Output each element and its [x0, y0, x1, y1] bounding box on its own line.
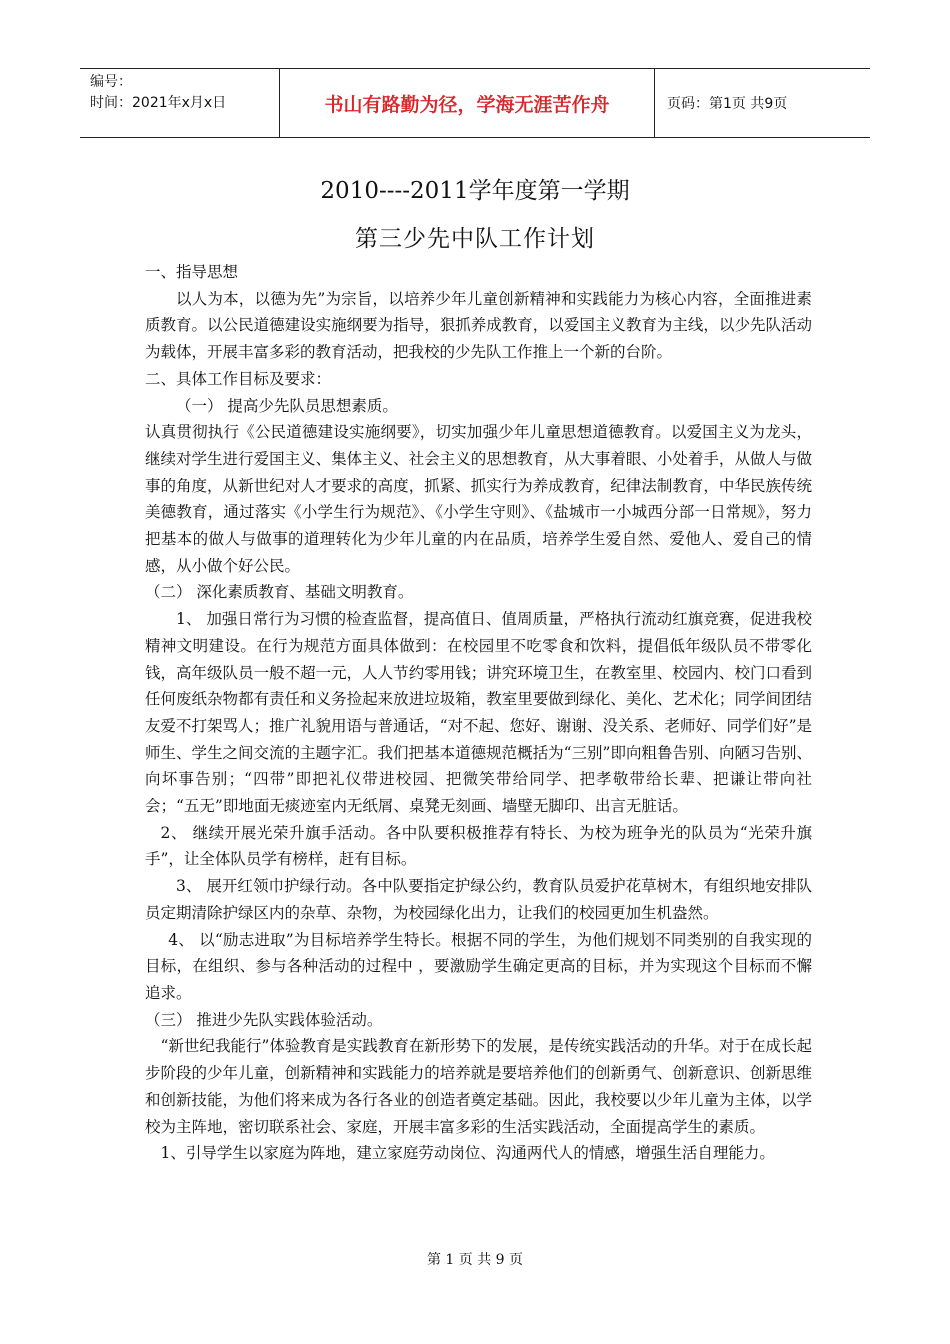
section-heading: 二、具体工作目标及要求：	[145, 369, 332, 388]
header-motto: 书山有路勤为径，学海无涯苦作舟	[280, 69, 655, 137]
paragraph: 1、引导学生以家庭为阵地，建立家庭劳动岗位、沟通两代人的情感，增强生活自理能力。	[160, 1144, 775, 1163]
section-heading: 一、指导思想	[145, 263, 239, 281]
document-title-line2: 第三少先中队工作计划	[355, 226, 595, 252]
subsection-heading: （二） 深化素质教育、基础文明教育。	[145, 583, 414, 602]
subsection-heading: （一） 提高少先队员思想素质。	[176, 396, 398, 415]
paragraph: 以人为本，以德为先”为宗旨，以培养少年儿童创新精神和实践能力为核心内容，全面推进素质教育。以公民道德建设实施纲要为指导，狠抓养成教育，以爱国主义教育为主线，以少先队活动为载体，开展丰富多彩的教育活动，把我校的少先队工作推上一个新的台阶。	[145, 289, 812, 362]
document-number-label: 编号：	[90, 74, 132, 90]
paragraph: 4、 以“励志进取”为目标培养学生特长。根据不同的学生，为他们规划不同类别的自我实现的目标，在组织、参与各种活动的过程中 ，要激励学生确定更高的目标，并为实现这个目标而不懈追求。	[145, 930, 812, 1002]
page-footer: 第 1 页 共 9 页	[426, 1252, 524, 1268]
header-page-number: 页码：第1页 共9页	[667, 96, 788, 112]
paragraph: 2、 继续开展光荣升旗手活动。各中队要积极推荐有特长、为校为班争光的队员为“光荣升旗手”，让全体队员学有榜样，赶有目标。	[145, 823, 812, 869]
paragraph: 3、 展开红领巾护绿行动。各中队要指定护绿公约，教育队员爱护花草树木，有组织地安排队员定期清除护绿区内的杂草、杂物，为校园绿化出力，让我们的校园更加生机盎然。	[145, 877, 812, 922]
header-info-cell	[80, 69, 280, 137]
subsection-heading: （三） 推进少先队实践体验活动。	[145, 1010, 383, 1029]
document-title-line1: 2010----2011学年度第一学期	[320, 178, 630, 204]
paragraph: 认真贯彻执行《公民道德建设实施纲要》，切实加强少年儿童思想道德教育。以爱国主义为龙头，继续对学生进行爱国主义、集体主义、社会主义的思想教育，从大事着眼、小处着手，从做人与做事的角度，从新世纪对人才要求的高度，抓紧、抓实行为养成教育，纪律法制教育，中华民族传统美德教育，通过落实《小学生行为规范》、《小学生守则》、《盐城市一小城西分部一日常规》，努力把基本的做人与做事的道理转化为少年儿童的内在品质，培养学生爱自然、爱他人、爱自己的情感，从小做个好公民。	[145, 423, 812, 575]
document-body	[145, 259, 812, 1167]
header-table	[80, 68, 870, 138]
document-date-label: 时间：2021年x月x日	[90, 95, 227, 111]
paragraph: “新世纪我能行”体验教育是实践教育在新形势下的发展，是传统实践活动的升华。对于在成长起步阶段的少年儿童，创新精神和实践能力的培养就是要培养他们的创新勇气、创新意识、创新思维和创新技能，为他们将来成为各行各业的创造者奠定基础。因此，我校要以少年儿童为主体，以学校为主阵地，密切联系社会、家庭，开展丰富多彩的生活实践活动，全面提高学生的素质。	[145, 1037, 812, 1136]
paragraph: 1、 加强日常行为习惯的检查监督，提高值日、值周质量，严格执行流动红旗竞赛，促进我校精神文明建设。在行为规范方面具体做到：在校园里不吃零食和饮料，提倡低年级队员不带零化钱，高年级队员一般不超一元，人人节约零用钱；讲究环境卫生，在教室里、校园内、校门口看到任何废纸杂物都有责任和义务捡起来放进垃圾箱，教室里要做到绿化、美化、艺术化；同学间团结友爱不打架骂人；推广礼貌用语与普通话，“对不起、您好、谢谢、没关系、老师好、同学们好”是师生、学生之间交流的主题字汇。我们把基本道德规范概括为“三别”即向粗鲁告别、向陋习告别、向坏事告别；“四带”即把礼仪带进校园、把微笑带给同学、把孝敬带给长辈、把谦让带向社会；“五无”即地面无痰迹室内无纸屑、桌凳无刻画、墙壁无脚印、出言无脏话。	[145, 610, 812, 816]
